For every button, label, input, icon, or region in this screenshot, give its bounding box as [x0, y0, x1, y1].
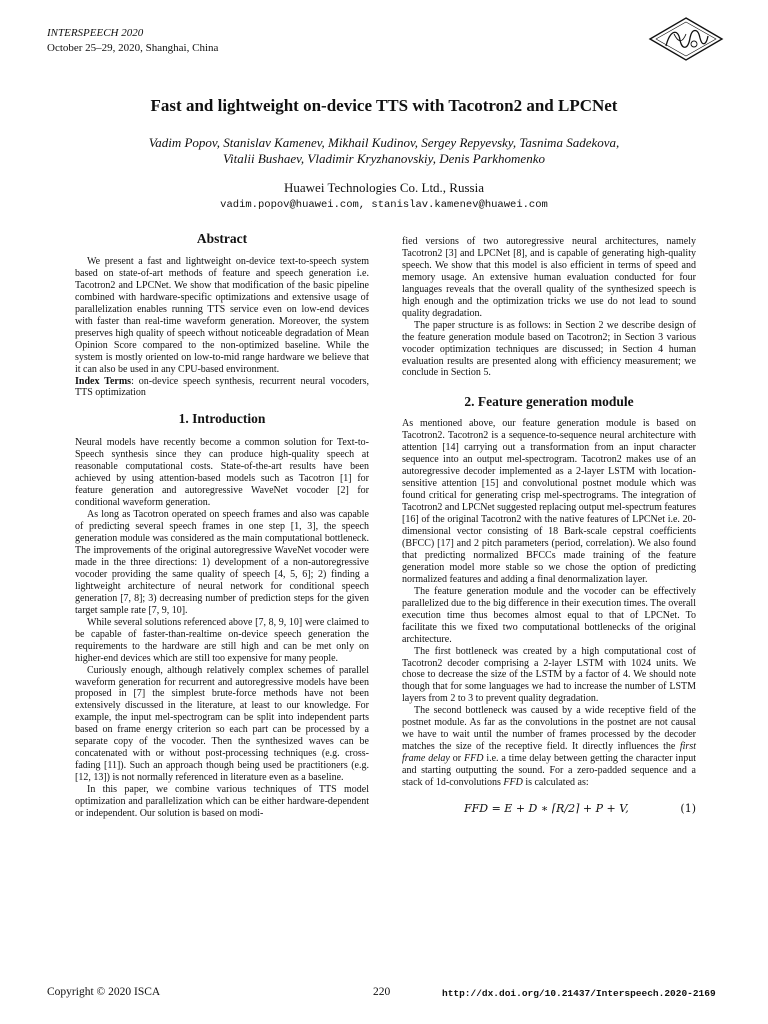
- text-run: i.e. a time delay between getting the character input and starting outputting the sound. For a zero-padded sequence and a stack of 1d-convolutions: [402, 753, 696, 789]
- equation-formula: FFD = E + D ∗ ⌈R/2⌉ + P + V,: [464, 801, 629, 815]
- text-run: or: [449, 753, 464, 765]
- index-terms: [75, 376, 369, 400]
- ffd-abbr: FFD: [503, 777, 523, 789]
- section-2-paragraph: As mentioned above, our feature generation module is based on Tacotron2. Tacotron2 is a sequence-to-sequence neural architecture with attention [14] carrying out a transformation from an input character sequence into an output mel-spectrogram. Tacotron2 makes use of an autoregressive decoder implemented as a 2-layer LSTM with location-sensitive attention [15] and convolutional postnet module which was found critical for generating crisp mel-spectrograms. The integration of Tacotron2 and LPCNet suggested replacing output mel-spectrum features [16] of the original Tacotron2 with the native features of LPCNet i.e. 20-dimensional vector consisting of 18 Bark-scale cepstral coefficients (BFCC) [17] and 2 pitch parameters (period, correlation). We also found that predicting normalized BFCCs made training of the feature generation model more stable so we chose the option of predicting normalized features and adding a final denormalization layer.: [402, 418, 696, 585]
- section-2-heading: 2. Feature generation module: [464, 394, 634, 410]
- abstract-text: We present a fast and lightweight on-device text-to-speech system based on state-of-art methods of feature and speech generation i.e. Tacotron2 and LPCNet. We show that modification of the basic pipeline combined with hardware-specific optimizations and extensive usage of parallelization enables running TTS service even on low-end devices with faster than real-time waveform generation. Moreover, the system preserves high quality of speech without noticeable degradation of Mean Opinion Score compared to the non-optimized baseline. While the system is mostly oriented on low-to-mid range hardware we believe that it can also be used in any CPU-based environment.: [75, 256, 369, 375]
- author-emails[interactable]: vadim.popov@huawei.com, stanislav.kamenev@huawei.com: [220, 199, 548, 211]
- page-number: 220: [373, 986, 391, 998]
- conference-date-location: October 25–29, 2020, Shanghai, China: [47, 42, 219, 54]
- right-column: [402, 236, 696, 823]
- text-run: is calculated as:: [522, 777, 589, 789]
- introduction-heading: 1. Introduction: [178, 411, 266, 427]
- conference-name: INTERSPEECH 2020: [47, 27, 144, 39]
- intro-paragraph: Curiously enough, although relatively complex schemes of parallel waveform generation for recurrent and autoregressive models have been proposed in [7] the simplest brute-force methods have not been extensively discussed in the literature, at least to our knowledge. For example, the input mel-spectrogram can be split into independent parts based on frame energy criterion so each part can be processed by a separate copy of the vocoder. Then the synthesized waves can be concatenated with or without post-processing techniques (e.g. cross-fading [11]). Such an approach though being used be practitioners (e.g. [12, 13]) is not normally referenced in literature even as a baseline.: [75, 664, 369, 784]
- intro-paragraph: As long as Tacotron operated on speech frames and also was capable of predicting several speech frames in one step [1, 3], the speech generation module was considered as the main computational bottleneck. The improvements of the original autoregressive WaveNet vocoder were made in the three directions: 1) development of a non-autoregressive vocoder providing the same quality of speech [4, 5, 6]; 2) finding a lightweight architecture of neural network for conditional speech generation [7, 8]; 3) decreasing number of prediction steps for the given target sample rate [7, 9, 10].: [75, 509, 369, 616]
- left-column: [75, 231, 369, 820]
- intro-continuation: fied versions of two autoregressive neural architectures, namely Tacotron2 [3] and LPCNet [8], and is capable of generating high-quality speech. We show that this model is also efficient in terms of speed and memory usage. An extensive human evaluation conducted for four languages reveals that the overall quality of the synthesized speech is high enough and the optimization tricks we use do not lead to sound quality degradation.: [402, 236, 696, 319]
- paper-title: Fast and lightweight on-device TTS with Tacotron2 and LPCNet: [150, 96, 618, 115]
- ffd-term: first frame delay: [402, 741, 696, 765]
- section-2-paragraph: The feature generation module and the vocoder can be effectively parallelized due to the big difference in their execution times. The overall execution time thus becomes almost equal to that of LPCNet. To facilitate this we fixed two computational bottlenecks of the original architecture.: [402, 585, 696, 645]
- authors-line-2: Vitalii Bushaev, Vladimir Kryzhanovskiy, Denis Parkhomenko: [223, 151, 545, 166]
- ffd-abbr: FFD: [463, 753, 484, 765]
- intro-paragraph: In this paper, we combine various techniques of TTS model optimization and parallelization which can be either hardware-dependent or independent. Our solution is based on modi-: [75, 784, 369, 819]
- affiliation: Huawei Technologies Co. Ltd., Russia: [284, 180, 484, 195]
- intro-paragraph: While several solutions referenced above [7, 8, 9, 10] were claimed to be capable of faster-than-realtime on-device speech generation the requirements to the hardware are still high and can be met only on higher-end devices which are still too expensive for many people.: [75, 616, 369, 664]
- equation-1: [402, 803, 696, 823]
- authors-line-1: Vadim Popov, Stanislav Kamenev, Mikhail Kudinov, Sergey Repyevsky, Tasnima Sadekova,: [148, 135, 620, 150]
- section-2-paragraph-ffd: [402, 705, 696, 789]
- intro-paragraph: Neural models have recently become a common solution for Text-to-Speech synthesis since they can produce high-quality speech at reasonable computational costs. State-of-the-art results have been achieved by using attention-based models such as Tacotron [1] for feature generation and autoregressive WaveNet vocoder [2] for conditional waveform generation.: [75, 437, 369, 509]
- index-terms-label: Index Terms: [75, 375, 132, 387]
- index-terms-text: : on-device speech synthesis, recurrent neural vocoders, TTS optimization: [75, 375, 370, 399]
- isca-logo-icon: [648, 16, 724, 62]
- paper-structure-paragraph: The paper structure is as follows: in Section 2 we describe design of the feature generation module based on Tacotron2; in Section 3 various vocoder optimization techniques are discussed; in Section 4 human evaluation results are presented along with efficiency measurement; we conclude in Section 5.: [402, 319, 696, 379]
- doi-link[interactable]: http://dx.doi.org/10.21437/Interspeech.2020-2169: [442, 988, 716, 999]
- text-run: The second bottleneck was caused by a wide receptive field of the postnet module. As far as the convolutions in the postnet are not causal we have to wait until the number of frames processed by the decoder matches the size of the receptive field. It directly influences the: [402, 705, 696, 753]
- section-2-paragraph: The first bottleneck was created by a high computational cost of Tacotron2 decoder comprising a 2-layer LSTM with 1024 units. We chose to decrease the size of the LSTM by a factor of 4. We should note though that for some languages we had to increase the number of LSTM layers from 2 to 3 to prevent quality degradation.: [402, 645, 696, 705]
- abstract-heading: Abstract: [196, 231, 248, 246]
- copyright-notice: Copyright © 2020 ISCA: [47, 986, 161, 998]
- equation-number: (1): [680, 801, 696, 815]
